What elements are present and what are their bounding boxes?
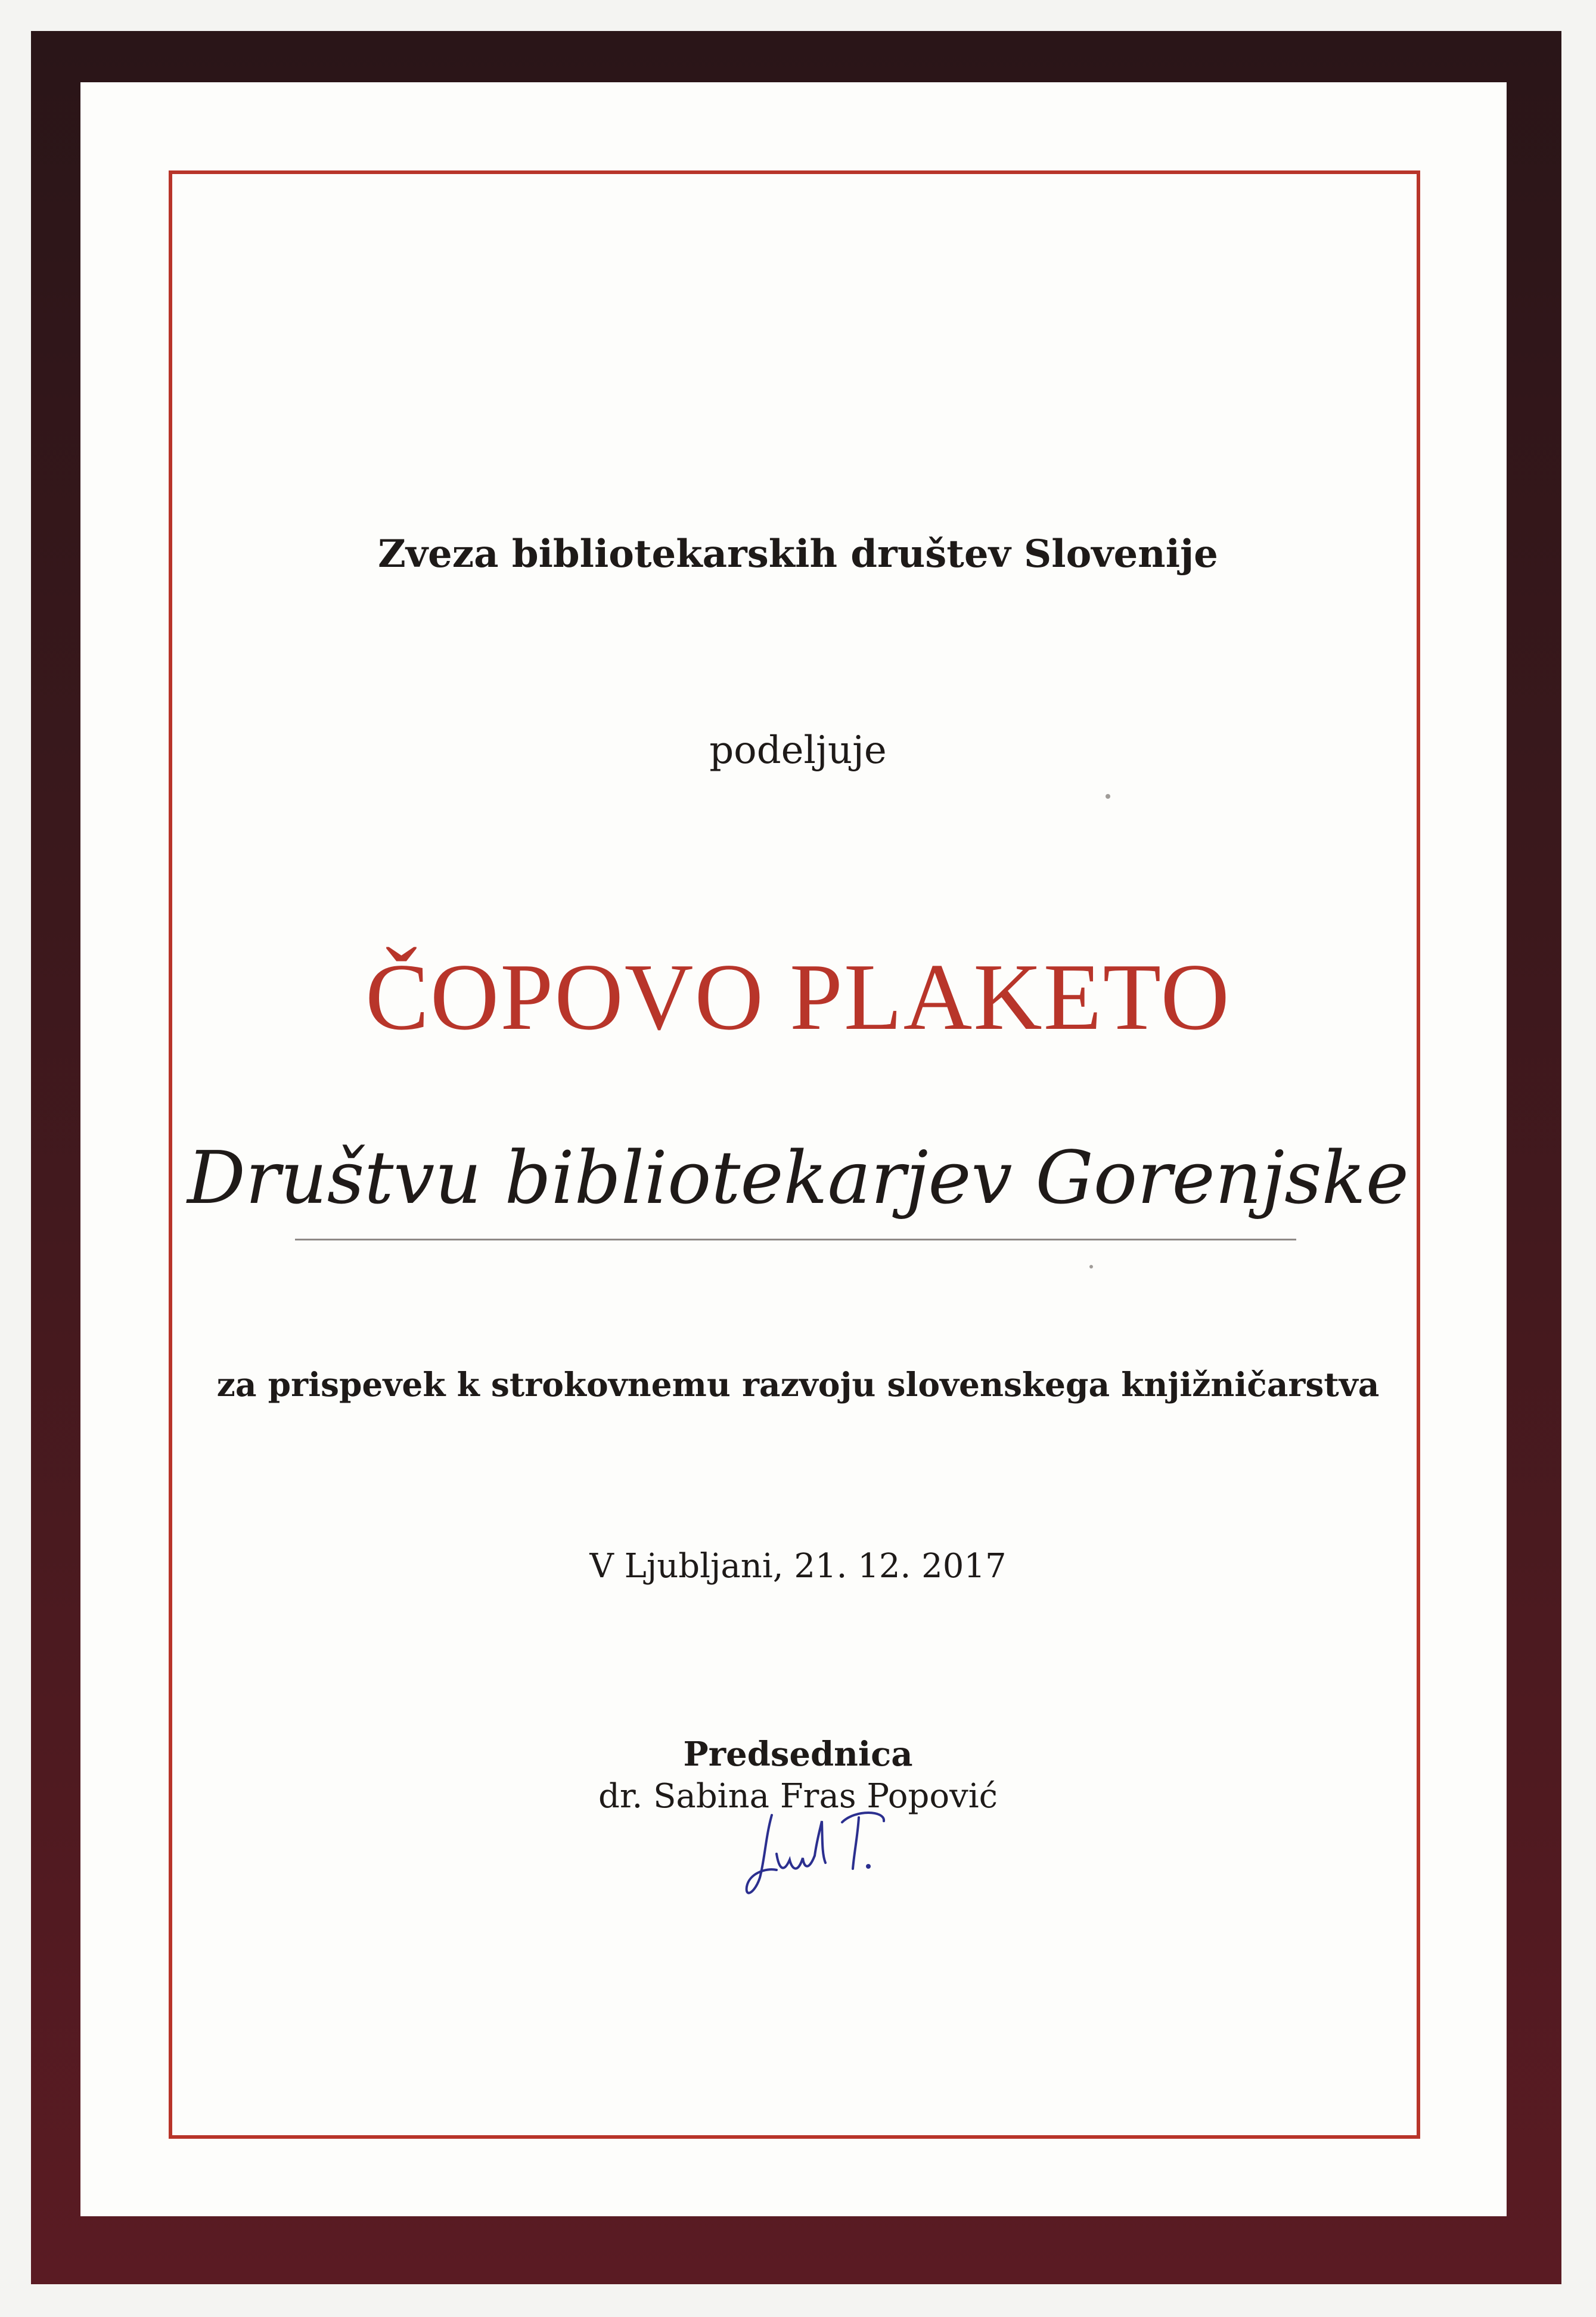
paper-speck — [1089, 1265, 1093, 1268]
award-reason: za prispevek k strokovnemu razvoju slovenskega knjižničarstva — [216, 1365, 1380, 1404]
paper-speck — [1106, 794, 1110, 799]
recipient-underline — [295, 1239, 1296, 1240]
recipient-name: Društvu bibliotekarjev Gorenjske — [187, 1136, 1409, 1220]
signer-position: Predsednica — [683, 1735, 913, 1774]
awards-verb: podeljuje — [709, 728, 887, 773]
handwritten-signature — [742, 1803, 897, 1905]
award-title: ČOPOVO PLAKETO — [365, 944, 1231, 1050]
signer-name: dr. Sabina Fras Popović — [598, 1777, 998, 1816]
organization-name: Zveza bibliotekarskih društev Slovenije — [378, 532, 1218, 576]
place-date: V Ljubljani, 21. 12. 2017 — [589, 1547, 1007, 1586]
